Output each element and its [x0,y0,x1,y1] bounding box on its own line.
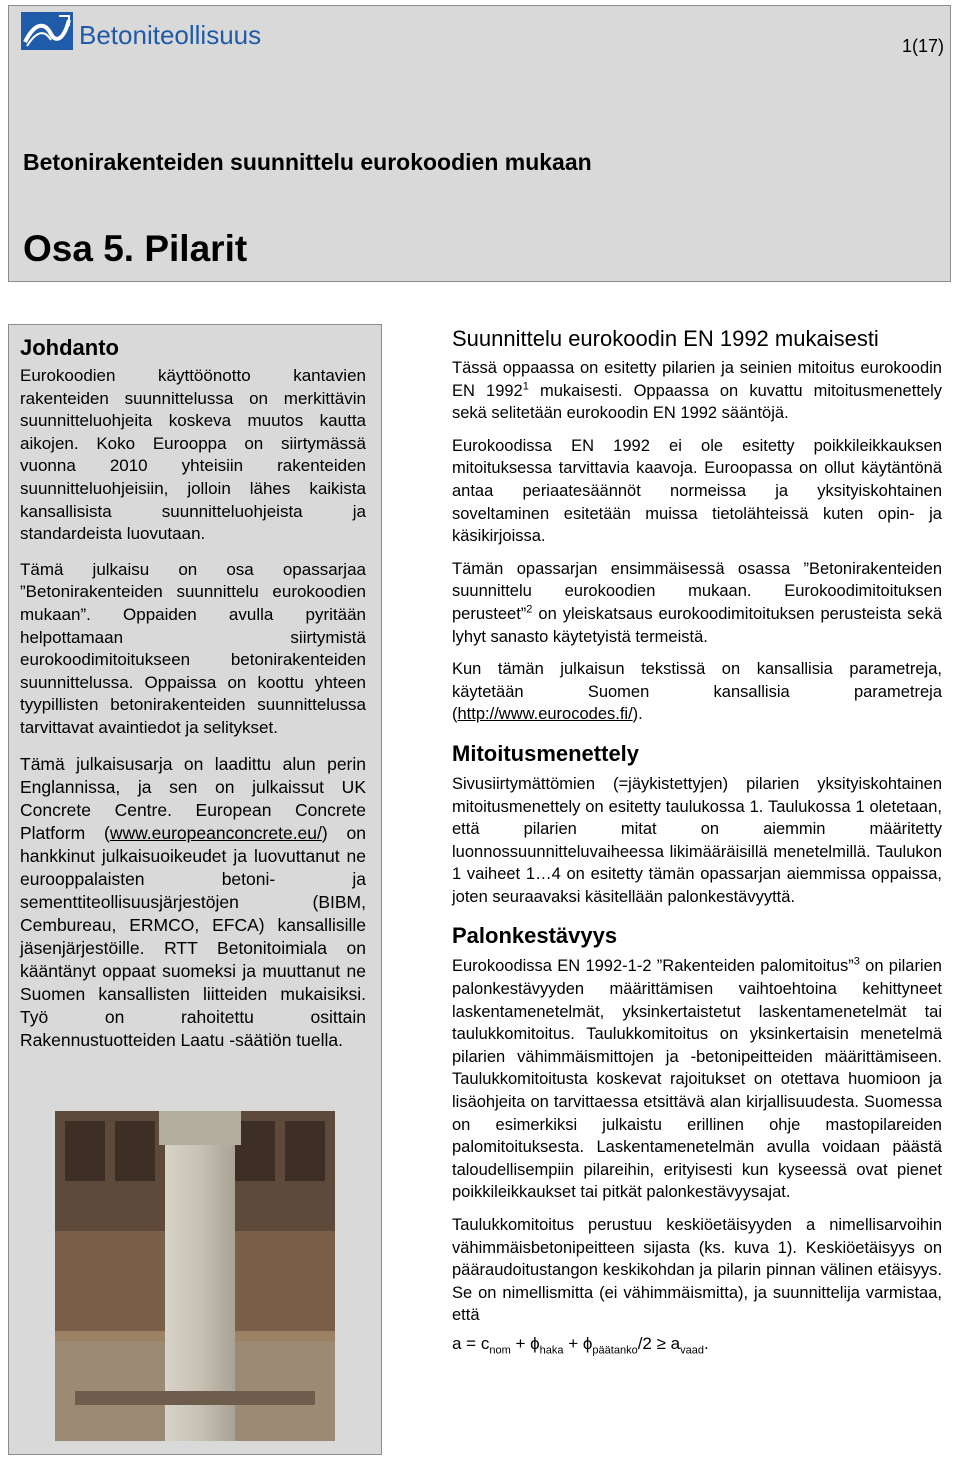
sidebar-text-span: Tämä julkaisusarja on laadittu alun perin Englannissa, ja sen on julkaissut UK Concrete Centre. European Concrete Platform ( [20,753,366,843]
footnote-ref: 2 [526,603,533,616]
concrete-column-photo [55,1111,335,1441]
body-text-span: mukaisesti. Oppaassa on kuvattu mitoitusmenettely sekä selitetään eurokoodin EN 1992 sääntöjä. [452,381,942,423]
formula-part: /2 ≥ a [637,1333,681,1353]
part-title: Osa 5. Pilarit [23,228,248,269]
section-heading: Suunnittelu eurokoodin EN 1992 mukaisesti [452,326,879,351]
phi-symbol: ϕ [530,1333,540,1353]
europeanconcrete-link[interactable]: www.europeanconcrete.eu/ [109,822,322,843]
column-image [55,1111,335,1441]
body-text-span: Eurokoodissa EN 1992-1-2 ”Rakenteiden palomitoitus” [452,957,854,976]
page-number: 1(17) [901,36,944,56]
body-text-span: on yleiskatsaus eurokoodimitoituksen perusteista sekä lyhyt sanasto käytetyistä termeistä. [452,604,942,646]
brand-name: Betoniteollisuus [79,20,262,50]
body-paragraph [452,658,942,726]
section-heading-fire: Palonkestävyys [452,923,618,949]
formula-sub: haka [539,1344,564,1357]
footnote-ref: 1 [522,380,529,393]
body-paragraph [452,357,942,425]
body-text-span: on pilarien palonkestävyyden määrittämisen vaihtoehtoina kehittyneet laskentamenetelmät, yksinkertaistetut laskentamenetelmät tai taulukkomitoitus. Taulukkomitoitus on yksinkertaisin menetelmä pilarien vähimmäismittojen ja -betonipeitteiden määrittämiseen. Taulukkomitoitusta koskevat rajoitukset on otettava huomioon ja lisäohjeita on tarvittaessa etsittävä alan kirjallisuudesta. Suomessa on esimerkiksi julkaistu erillinen ohje mastopilareiden palomitoituksesta. Laskentamenetelmän avulla voidaan päästä taloudellisempiin pilareihin, erityisesti kun kyseessä ovat pienet poikkileikkaukset tai pitkät palonkestävyysajat. [452,957,942,1202]
body-paragraph [452,558,942,648]
formula-sub: päätanko [592,1344,638,1357]
sidebar-paragraph: Tämä julkaisu on osa opassarjaa ”Betonirakenteiden suunnittelu eurokoodien mukaan”. Oppaiden avulla pyritään helpottamaan siirtymistä eurokoodimitoitukseen betonirakenteiden suunnittelussa. Oppaissa on koottu yhteen tyypillisten betonirakenteiden suunnittelussa tarvittavat avaintiedot ja selitykset. [20,559,366,737]
intro-sidebar [8,324,382,1455]
formula-part: a = c [452,1333,490,1353]
body-paragraph: Taulukkomitoitus perustuu keskiöetäisyyden a nimellisarvoihin vähimmäisbetonipeitteen sijasta (ks. kuva 1). Keskiöetäisyys on pääraudoitustangon keskikohdan ja pilarin pinnan välinen etäisyys. Se on nimellismitta (ei vähimmäismitta), ja suunnittelija varmistaa, että [452,1216,942,1325]
page-header [8,5,951,282]
main-column [452,324,942,1356]
sidebar-text-span: ) on hankkinut julkaisuoikeudet ja luovuttanut ne eurooppalaisten betoni- ja sementtiteollisuusjärjestöjen (BIBM, Cembureau, ERMCO, EFCA) kansallisille jäsenjärjestöille. RTT Betonitoimiala on kääntänyt oppaat suomeksi ja muuttanut ne Suomen kansallisten liitteiden mukaisiksi. Työ on rahoitettu osittain Rakennustuotteiden Laatu -säätiön tuella. [20,822,366,1050]
phi-symbol: ϕ [582,1333,593,1353]
betoniteollisuus-logo [21,12,73,50]
formula-sub: nom [489,1344,511,1357]
sidebar-paragraph: Eurokoodien käyttöönotto kantavien rakenteiden suunnittelussa on merkittävin suunnitteluohjeita koskeva muutos kautta aikojen. Koko Eurooppa on siirtymässä vuonna 2010 yhteisiin rakenteiden suunnitteluohjeisiin, jolloin lähes kaikista kansallisista suunnitteluohjeista ja standardeista luovutaan. [20,366,366,544]
footnote-ref: 3 [853,955,860,968]
body-paragraph: Eurokoodissa EN 1992 ei ole esitetty poikkileikkauksen mitoituksessa tarvittavia kaavoja. Euroopassa on ollut käytäntönä antaa periaatesäännöt normeissa ja yksityiskohtainen soveltaminen esitetään muissa tietolähteissä kuten opin- ja käsikirjoissa. [452,436,942,546]
sidebar-text [20,335,366,1065]
eurocodes-link[interactable]: http://www.eurocodes.fi/ [457,705,633,724]
document-title: Betonirakenteiden suunnittelu eurokoodien mukaan [23,149,592,175]
formula [452,1333,942,1356]
sidebar-paragraph [20,753,366,1052]
body-text-span: Kun tämän julkaisun tekstissä on kansallisia parametreja, käytetään Suomen kansallisia parametreja ( [452,660,942,724]
body-text-span: ). [632,705,643,724]
body-paragraph: Sivusiirtymättömien (=jäykistettyjen) pilarien yksityiskohtainen mitoitusmenettely on esitetty taulukossa 1. Taulukossa 1 oletetaan, että pilarien mitat on aiemmin määritetty luonnossuunnitteluvaiheessa likimääräisillä menetelmillä. Taulukon 1 vaiheet 1…4 on esitetty tämän opassarjan aiemmissa oppaissa, joten seuraavaksi käsitellään palonkestävyyttä. [452,774,942,906]
formula-sub: vaad [680,1344,704,1357]
body-text-span: Tässä oppaassa on esitetty pilarien ja seinien mitoitus eurokoodin EN 1992 [452,359,942,400]
formula-part: . [703,1333,709,1353]
section-heading-method: Mitoitusmenettely [452,740,640,766]
formula-part: + [510,1333,531,1353]
formula-part: + [563,1333,583,1353]
sidebar-heading: Johdanto [20,335,119,360]
logo-wave-icon [21,12,73,50]
body-text-span: Tämän opassarjan ensimmäisessä osassa ”Betonirakenteiden suunnittelu eurokoodien mukaan. Eurokoodimitoituksen perusteet” [452,559,942,623]
body-paragraph [452,955,942,1204]
